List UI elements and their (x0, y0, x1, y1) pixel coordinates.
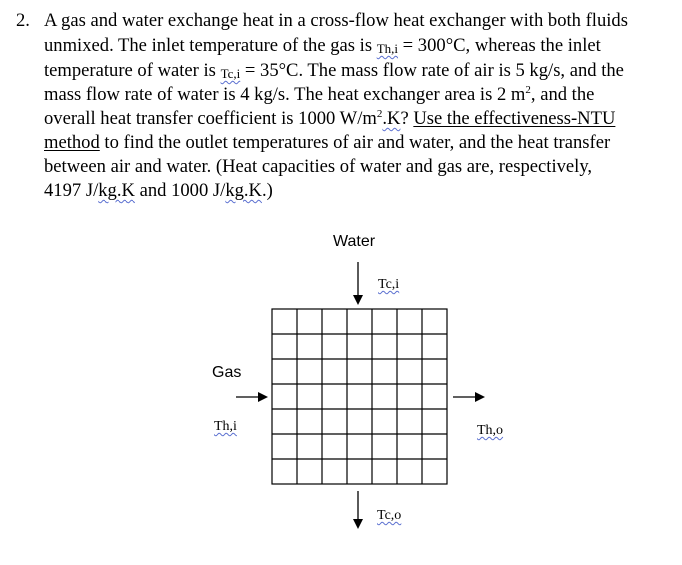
problem-line-2: unmixed. The inlet temperature of the gas is Th,i = 300°C, whereas the inlet (44, 35, 601, 56)
th-i-label: Th,i (214, 419, 237, 434)
problem-line-8: 4197 J/kg.K and 1000 J/kg.K.) (44, 180, 273, 201)
problem-statement (0, 0, 682, 210)
problem-number: 2. (16, 10, 30, 31)
exchanger-grid (272, 309, 447, 484)
problem-line-5: overall heat transfer coefficient is 1000 $W/m^2.K$? Use the effectiveness-NTU (44, 108, 616, 129)
problem-line-1: A gas and water exchange heat in a cross-flow heat exchanger with both fluids (44, 10, 628, 31)
problem-line-3: temperature of water is Tc,i = 35°C. The mass flow rate of air is 5 kg/s, and the (44, 60, 624, 81)
gas-inlet-arrow (236, 392, 268, 402)
problem-line-4: mass flow rate of water is 4 kg/s. The heat exchanger area is 2 $m^2$, and the (44, 84, 595, 105)
superscript: 2 (525, 84, 531, 96)
symbol-tc-i: Tc,i (220, 66, 241, 81)
tc-o-label: Tc,o (377, 508, 402, 523)
symbol-th-i: Th,i (376, 41, 399, 56)
instruction-link-part-2: method (44, 132, 100, 153)
superscript: 2 (376, 108, 383, 120)
problem-line-7: between air and water. (Heat capacities of water and gas are, respectively, (44, 156, 593, 177)
problem-line-6: method to find the outlet temperatures of air and water, and the heat transfer (44, 132, 611, 153)
crossflow-diagram (0, 210, 682, 565)
instruction-link-part-1: Use the effectiveness-NTU (413, 108, 616, 129)
water-inlet-arrow (353, 262, 363, 305)
water-outlet-arrow (353, 491, 363, 529)
heat-exchanger-figure (0, 210, 682, 565)
water-label: Water (333, 233, 376, 250)
tc-i-label: Tc,i (378, 277, 400, 292)
gas-outlet-arrow (453, 392, 485, 402)
gas-label: Gas (212, 364, 242, 381)
th-o-label: Th,o (477, 423, 504, 438)
